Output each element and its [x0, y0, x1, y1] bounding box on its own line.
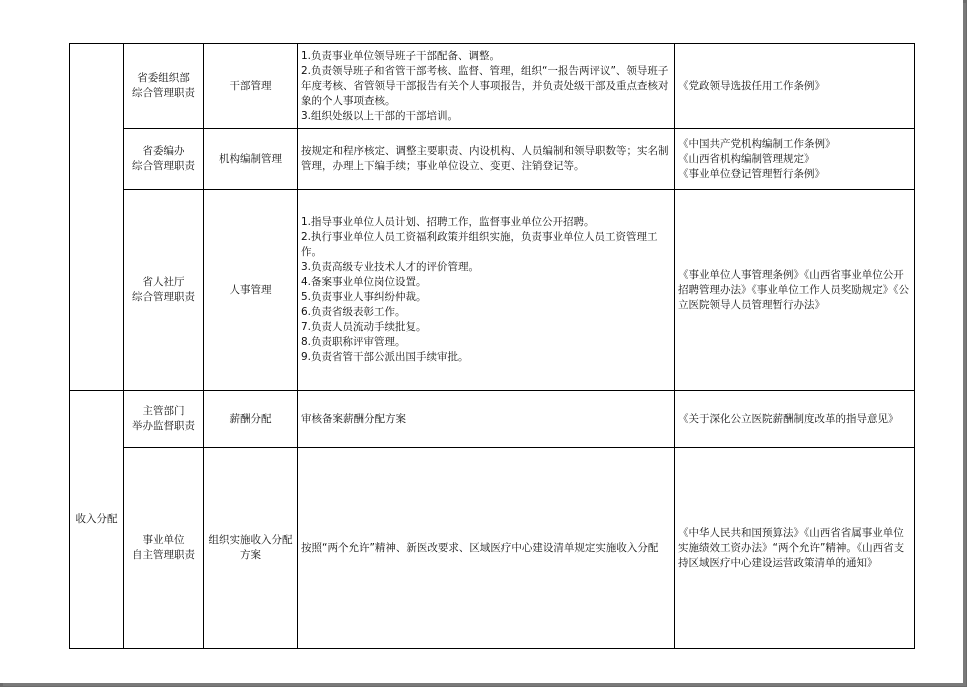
duty-line: 9.负责省管干部公派出国手续审批。: [301, 351, 469, 363]
table-row: [70, 391, 915, 448]
item-cell: 机构编制管理: [204, 129, 298, 190]
duty-line: 按照“两个允许”精神、新医改要求、区域医疗中心建设清单规定实施收入分配: [301, 541, 659, 554]
item-cell: 人事管理: [204, 190, 298, 391]
basis-cell: 《关于深化公立医院薪酬制度改革的指导意见》: [675, 391, 915, 448]
duty-cell: [298, 391, 675, 448]
duty-line: 1.负责事业单位领导班子干部配备、调整。: [301, 49, 501, 62]
duty-line: 6.负责省级表彰工作。: [301, 306, 406, 318]
duty-line: 1.指导事业单位人员计划、招聘工作，监督事业单位公开招聘。: [301, 216, 595, 228]
category-cell-personnel: [70, 44, 124, 391]
duty-cell: [298, 44, 675, 129]
duty-line: 7.负责人员流动手续批复。: [301, 321, 427, 333]
category-cell-income: 收入分配: [70, 391, 124, 649]
responsibility-table: [69, 43, 915, 649]
duty-line: 3.组织处级以上干部的干部培训。: [301, 109, 459, 122]
department-cell: 主管部门 举办监督职责: [124, 391, 204, 448]
duty-line: 3.负责高级专业技术人才的评价管理。: [301, 261, 480, 273]
table-row: [70, 190, 915, 391]
duty-line: 2.执行事业单位人员工资福利政策并组织实施，负责事业单位人员工资管理工作。: [301, 231, 658, 258]
duty-line: 4.备案事业单位岗位设置。: [301, 276, 427, 288]
duty-line: 按规定和程序核定、调整主要职责、内设机构、人员编制和领导职数等；实名制管理，办理上下编手续；事业单位设立、变更、注销登记等。: [301, 145, 669, 172]
basis-cell: 《中华人民共和国预算法》《山西省省属事业单位实施绩效工资办法》“两个允许”精神。《山西省支持区域医疗中心建设运营政策清单的通知》: [675, 448, 915, 649]
table-row: [70, 44, 915, 129]
duty-line: 2.负责领导班子和省管干部考核、监督、管理，组织“一报告两评议”、领导班子年度考核、省管领导干部报告有关个人事项报告，并负责处级干部及重点查核对象的个人事项查核。: [301, 64, 669, 107]
duty-line: 审核备案薪酬分配方案: [301, 412, 406, 425]
table-row: [70, 129, 915, 190]
basis-cell: 《党政领导选拔任用工作条例》: [675, 44, 915, 129]
duty-line: 5.负责事业人事纠纷仲裁。: [301, 291, 427, 303]
item-cell: 组织实施收入分配方案: [204, 448, 298, 649]
duty-cell: [298, 190, 675, 391]
item-cell: 薪酬分配: [204, 391, 298, 448]
basis-cell: 《中国共产党机构编制工作条例》 《山西省机构编制管理规定》 《事业单位登记管理暂行条例》: [675, 129, 915, 190]
duty-line: 8.负责职称评审管理。: [301, 336, 406, 348]
basis-cell: 《事业单位人事管理条例》《山西省事业单位公开招聘管理办法》《事业单位工作人员奖励规定》《公立医院领导人员管理暂行办法》: [675, 190, 915, 391]
duty-cell: [298, 129, 675, 190]
department-cell: 省委组织部 综合管理职责: [124, 44, 204, 129]
department-cell: 省委编办 综合管理职责: [124, 129, 204, 190]
item-cell: 干部管理: [204, 44, 298, 129]
department-cell: 事业单位 自主管理职责: [124, 448, 204, 649]
department-cell: 省人社厅 综合管理职责: [124, 190, 204, 391]
table-row: [70, 448, 915, 649]
duty-cell: [298, 448, 675, 649]
